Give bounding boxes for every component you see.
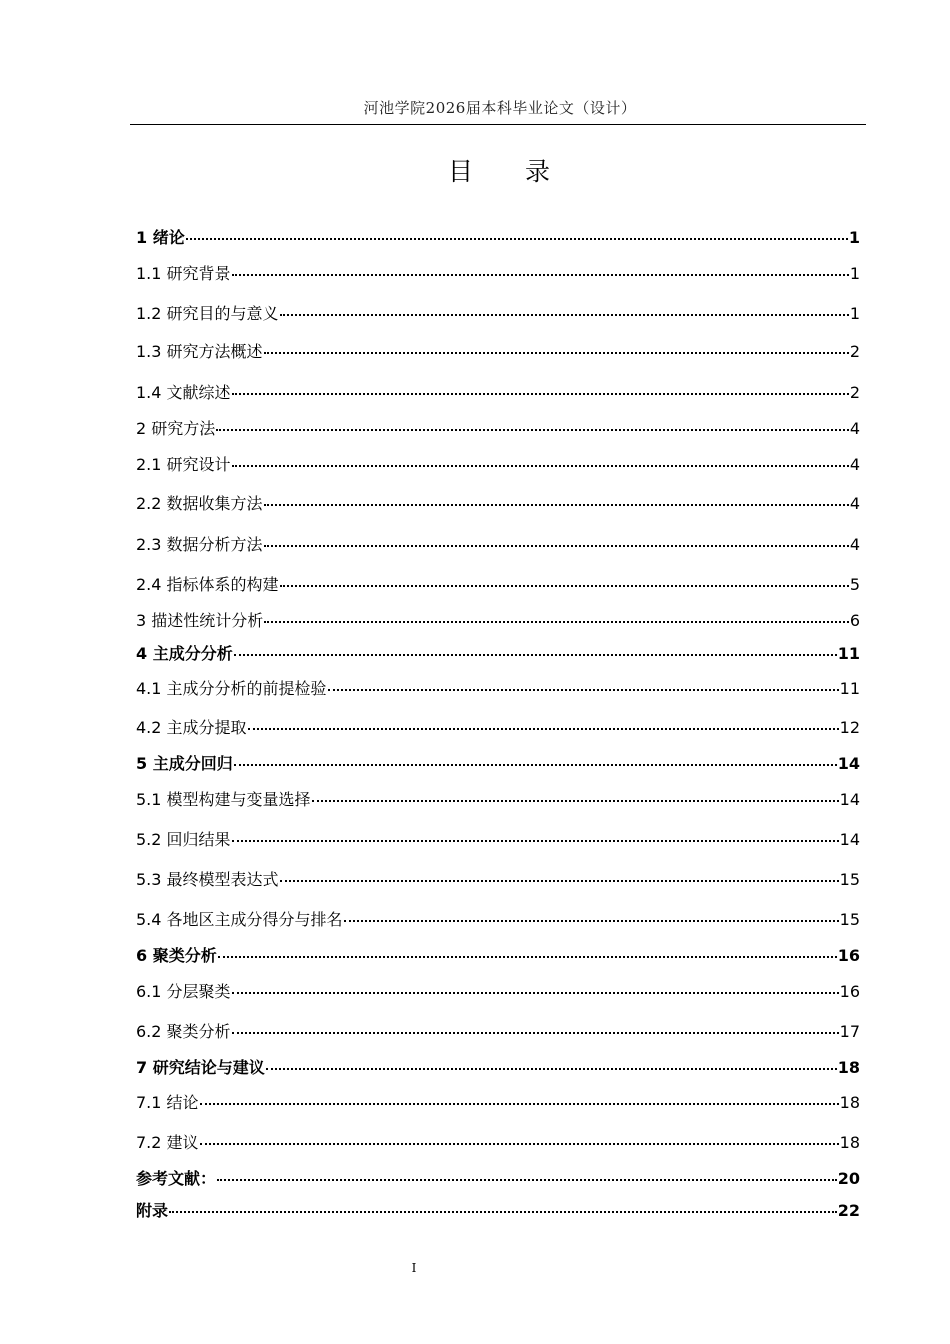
toc-entry-label: 参考文献：	[136, 1169, 217, 1188]
toc-entry[interactable]	[136, 789, 860, 811]
toc-dot-leader	[264, 504, 849, 506]
toc-dot-leader	[232, 465, 849, 467]
toc-entry-page: 1	[848, 228, 860, 247]
toc-entry-label: 6.1 分层聚类	[136, 982, 231, 1001]
toc-entry-page: 5	[849, 575, 860, 594]
toc-entry-page: 4	[849, 455, 860, 474]
toc-entry-page: 18	[839, 1093, 860, 1112]
toc-entry-label: 2.4 指标体系的构建	[136, 575, 279, 594]
toc-entry[interactable]	[136, 869, 860, 891]
toc-entry[interactable]	[136, 610, 860, 632]
toc-dot-leader	[264, 621, 849, 623]
toc-dot-leader	[200, 1143, 839, 1145]
toc-entry[interactable]	[136, 382, 860, 404]
toc-entry-label: 1.3 研究方法概述	[136, 342, 263, 361]
toc-entry-page: 14	[839, 830, 860, 849]
toc-dot-leader	[217, 1179, 837, 1181]
toc-entry[interactable]	[136, 1092, 860, 1114]
toc-entry-label: 6.2 聚类分析	[136, 1022, 231, 1041]
toc-entry[interactable]	[136, 1168, 860, 1190]
toc-dot-leader	[232, 840, 839, 842]
toc-entry[interactable]	[136, 534, 860, 556]
toc-entry[interactable]	[136, 717, 860, 739]
toc-dot-leader	[234, 654, 837, 656]
toc-entry-page: 1	[849, 304, 860, 323]
toc-entry-label: 1 绪论	[136, 228, 185, 247]
toc-entry[interactable]	[136, 1021, 860, 1043]
toc-entry[interactable]	[136, 574, 860, 596]
toc-entry-label: 2.2 数据收集方法	[136, 494, 263, 513]
toc-dot-leader	[232, 274, 849, 276]
toc-entry-page: 20	[837, 1169, 860, 1188]
toc-entry-page: 22	[837, 1201, 860, 1220]
toc-entry-page: 16	[837, 946, 860, 965]
toc-entry-page: 4	[849, 419, 860, 438]
toc-entry[interactable]	[136, 227, 860, 249]
toc-entry-page: 15	[839, 910, 860, 929]
toc-entry-label: 2.1 研究设计	[136, 455, 231, 474]
toc-dot-leader	[280, 585, 849, 587]
toc-entry[interactable]	[136, 1057, 860, 1079]
toc-entry[interactable]	[136, 263, 860, 285]
toc-entry-page: 15	[839, 870, 860, 889]
toc-dot-leader	[344, 920, 839, 922]
toc-entry-label: 2.3 数据分析方法	[136, 535, 263, 554]
page-header: 河池学院2026届本科毕业论文（设计）	[363, 99, 637, 117]
toc-dot-leader	[280, 880, 839, 882]
toc-entry-page: 6	[849, 611, 860, 630]
toc-entry-page: 1	[849, 264, 860, 283]
toc-entry[interactable]	[136, 945, 860, 967]
toc-entry-label: 3 描述性统计分析	[136, 611, 264, 630]
toc-entry-label: 7.2 建议	[136, 1133, 199, 1152]
toc-entry-page: 18	[839, 1133, 860, 1152]
toc-entry[interactable]	[136, 341, 860, 363]
toc-dot-leader	[248, 728, 839, 730]
toc-entry[interactable]	[136, 454, 860, 476]
toc-entry-label: 附录	[136, 1201, 169, 1220]
toc-entry-label: 1.1 研究背景	[136, 264, 231, 283]
toc-entry-page: 4	[849, 494, 860, 513]
toc-entry-label: 4.2 主成分提取	[136, 718, 247, 737]
toc-entry[interactable]	[136, 981, 860, 1003]
toc-entry[interactable]	[136, 303, 860, 325]
toc-entry-page: 2	[849, 342, 860, 361]
toc-entry-label: 7 研究结论与建议	[136, 1058, 265, 1077]
toc-dot-leader	[280, 314, 849, 316]
toc-entry-label: 6 聚类分析	[136, 946, 217, 965]
toc-entry[interactable]	[136, 418, 860, 440]
toc-entry-page: 14	[839, 790, 860, 809]
toc-dot-leader	[232, 992, 839, 994]
toc-entry-page: 14	[837, 754, 860, 773]
toc-entry-label: 5.3 最终模型表达式	[136, 870, 279, 889]
toc-entry-label: 7.1 结论	[136, 1093, 199, 1112]
toc-dot-leader	[169, 1211, 837, 1213]
toc-entry-page: 2	[849, 383, 860, 402]
toc-dot-leader	[232, 393, 849, 395]
toc-dot-leader	[234, 764, 837, 766]
toc-entry[interactable]	[136, 643, 860, 665]
toc-entry-label: 1.4 文献综述	[136, 383, 231, 402]
toc-entry-page: 11	[837, 644, 860, 663]
toc-entry-label: 5.2 回归结果	[136, 830, 231, 849]
toc-dot-leader	[232, 1032, 839, 1034]
toc-entry[interactable]	[136, 1200, 860, 1222]
toc-entry-label: 2 研究方法	[136, 419, 216, 438]
toc-entry-label: 5.1 模型构建与变量选择	[136, 790, 311, 809]
toc-dot-leader	[312, 800, 839, 802]
toc-entry-page: 12	[839, 718, 860, 737]
toc-entry-page: 17	[839, 1022, 860, 1041]
toc-title: 目 录	[448, 157, 572, 186]
toc-entry-page: 18	[837, 1058, 860, 1077]
toc-dot-leader	[328, 689, 839, 691]
toc-entry-label: 4.1 主成分分析的前提检验	[136, 679, 327, 698]
toc-dot-leader	[266, 1068, 837, 1070]
toc-dot-leader	[264, 545, 849, 547]
toc-entry-page: 16	[839, 982, 860, 1001]
toc-entry[interactable]	[136, 678, 860, 700]
toc-entry-page: 4	[849, 535, 860, 554]
toc-entry-label: 5 主成分回归	[136, 754, 233, 773]
toc-entry-label: 1.2 研究目的与意义	[136, 304, 279, 323]
toc-dot-leader	[186, 238, 848, 240]
toc-entry[interactable]	[136, 909, 860, 931]
header-rule	[130, 124, 866, 125]
toc-dot-leader	[264, 352, 849, 354]
toc-entry-page: 11	[839, 679, 860, 698]
toc-entry[interactable]	[136, 829, 860, 851]
toc-dot-leader	[218, 956, 837, 958]
page-number: I	[411, 1261, 417, 1275]
toc-entry-label: 4 主成分分析	[136, 644, 233, 663]
toc-entry[interactable]	[136, 493, 860, 515]
toc-entry[interactable]	[136, 753, 860, 775]
toc-entry-label: 5.4 各地区主成分得分与排名	[136, 910, 343, 929]
toc-entry[interactable]	[136, 1132, 860, 1154]
toc-dot-leader	[216, 429, 849, 431]
toc-dot-leader	[200, 1103, 839, 1105]
